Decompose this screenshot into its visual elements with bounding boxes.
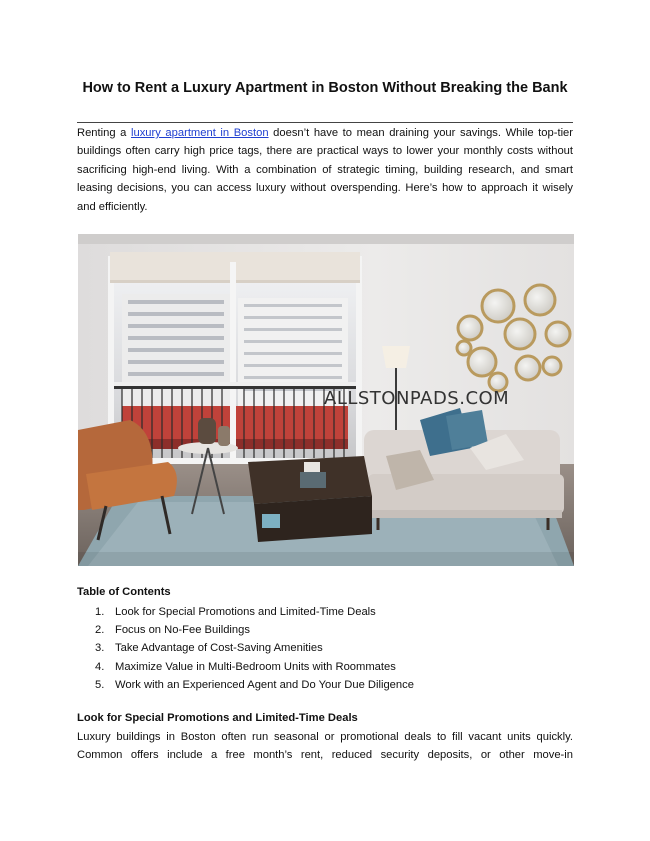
toc-item-number: 2. <box>95 624 105 637</box>
toc-item[interactable] <box>77 658 414 676</box>
intro-paragraph <box>77 124 573 216</box>
toc-item-label: Take Advantage of Cost-Saving Amenities <box>115 642 323 655</box>
toc-item[interactable] <box>77 621 414 639</box>
toc-heading: Table of Contents <box>77 586 171 598</box>
toc-item-number: 4. <box>95 660 105 673</box>
intro-text-before: Renting a <box>77 127 131 139</box>
toc-item[interactable] <box>77 676 414 694</box>
section-body: Luxury buildings in Boston often run seasonal or promotional deals to fill vacant units quickly. Common offers include a free month’s rent, reduced security deposits, or other move-in <box>77 731 573 762</box>
living-room-photo <box>78 234 574 566</box>
toc-item-label: Maximize Value in Multi-Bedroom Units with Roommates <box>115 660 396 673</box>
toc-item-label: Look for Special Promotions and Limited-Time Deals <box>115 606 376 618</box>
toc-item-number: 1. <box>95 606 105 618</box>
toc-item-label: Work with an Experienced Agent and Do Your Due Diligence <box>115 678 414 691</box>
toc-item-label: Focus on No-Fee Buildings <box>115 624 250 637</box>
table-of-contents <box>77 603 414 694</box>
title-divider <box>77 122 573 123</box>
toc-item-number: 3. <box>95 642 105 655</box>
luxury-apartment-link[interactable]: luxury apartment in Boston <box>130 127 269 139</box>
toc-item-number: 5. <box>95 678 105 691</box>
intro-text-after: doesn’t have to mean draining your savings. While top-tier buildings often carry high price tags, there are practical ways to lower your monthly costs without sacrificing high-end living. With a combination of strategic timing, building research, and smart leasing decisions, you can access luxury without overspending. Here’s how to approach it wisely and efficiently. <box>77 127 574 213</box>
toc-item[interactable] <box>77 603 414 621</box>
section-heading: Look for Special Promotions and Limited-Time Deals <box>77 712 358 724</box>
watermark-text: ALLSTONPADS.COM <box>324 388 510 409</box>
page-title: How to Rent a Luxury Apartment in Boston Without Breaking the Bank <box>82 80 568 96</box>
toc-item[interactable] <box>77 639 414 657</box>
